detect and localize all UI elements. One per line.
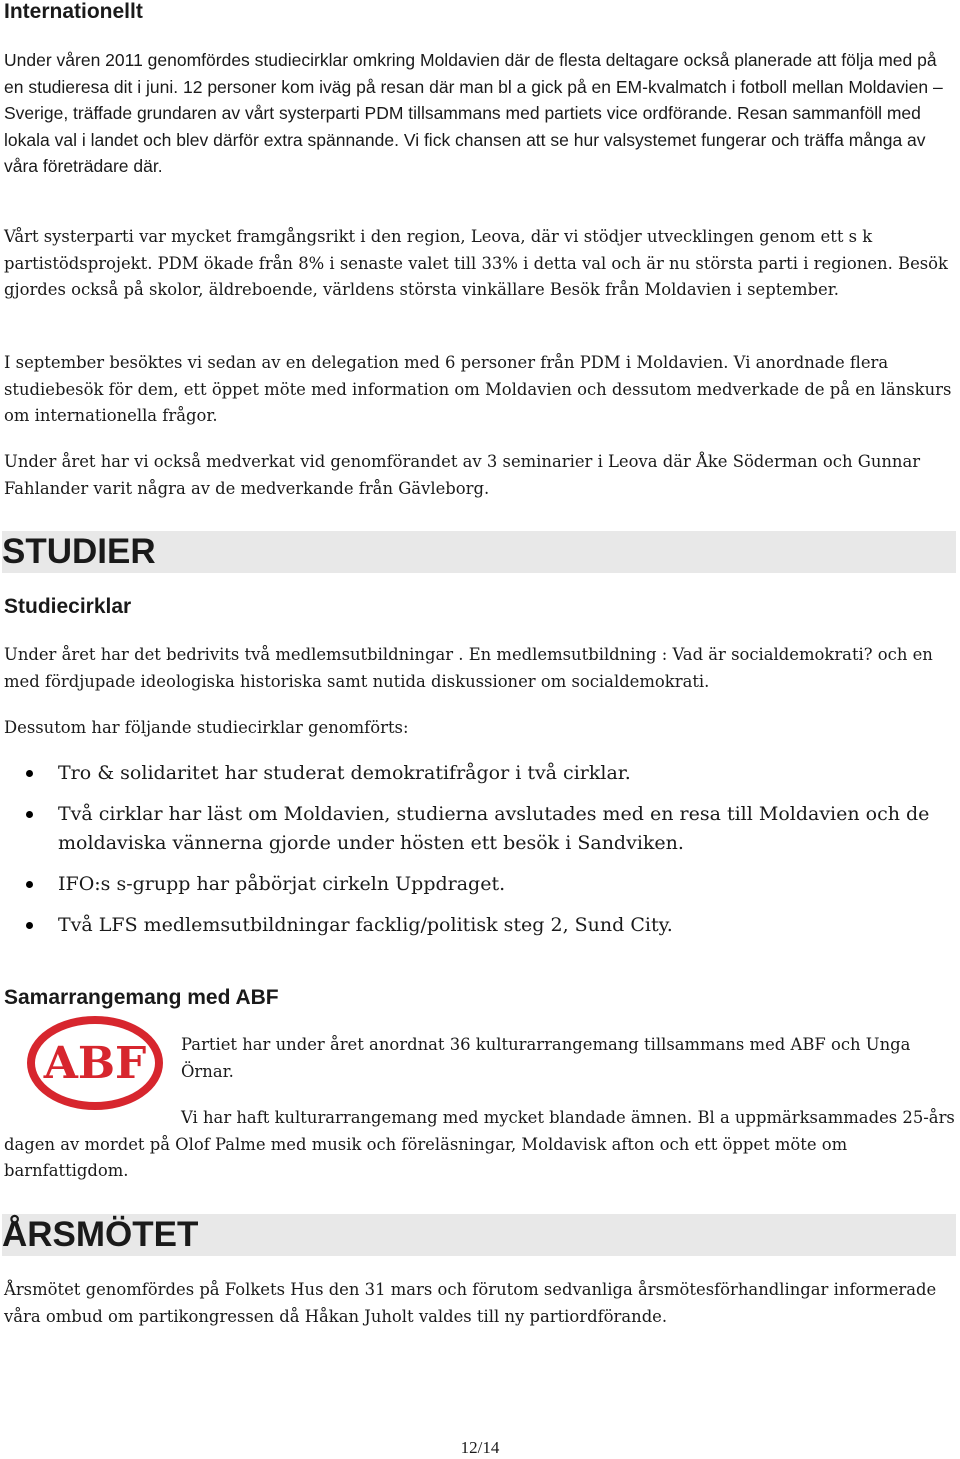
subheading-studiecirklar: Studiecirklar xyxy=(4,595,132,618)
paragraph-arsmotet: Årsmötet genomfördes på Folkets Hus den 31 mars och förutom sedvanliga årsmötesförhandlingar informerade våra ombud om partikongressen då Håkan Juholt valdes till ny partiordförande. xyxy=(4,1280,937,1326)
abf-logo-text: ABF xyxy=(43,1038,147,1089)
list-item: Två LFS medlemsutbildningar facklig/politisk steg 2, Sund City. xyxy=(4,911,956,940)
bullet-icon xyxy=(26,881,33,888)
abf-logo xyxy=(4,1014,174,1116)
paragraph-abf-1: Partiet har under året anordnat 36 kulturarrangemang tillsammans med ABF och Unga Örnar. xyxy=(181,1035,911,1081)
abf-logo-icon xyxy=(24,1014,166,1112)
paragraph-abf-2: Vi har haft kulturarrangemang med mycket blandade ämnen. Bl a uppmärksammades 25-års dagen av mordet på Olof Palme med musik och föreläsningar, Moldavisk afton och ett öppet möte om barnfattigdom. xyxy=(4,1108,955,1180)
paragraph-internationellt-2: Vårt systerparti var mycket framgångsrikt i den region, Leova, där vi stödjer utvecklingen genom ett s k partistödsprojekt. PDM ökade från 8% i senaste valet till 33% i detta val och är nu största parti i regionen. Besök gjordes också på skolor, äldreboende, världens största vinkällare Besök från Moldavien i september. xyxy=(4,227,948,299)
list-item: IFO:s s-grupp har påbörjat cirkeln Uppdraget. xyxy=(4,870,956,899)
bullet-icon xyxy=(26,811,33,818)
studiecirklar-list xyxy=(4,759,956,940)
paragraph-studier-2: Dessutom har följande studiecirklar genomförts: xyxy=(4,718,409,737)
list-item: Två cirklar har läst om Moldavien, studierna avslutades med en resa till Moldavien och de moldaviska vännerna gjorde under hösten ett besök i Sandviken. xyxy=(4,800,956,858)
heading-arsmotet: ÅRSMÖTET xyxy=(2,1214,956,1256)
paragraph-studier-1: Under året har det bedrivits två medlemsutbildningar . En medlemsutbildning : Vad är socialdemokrati? och en med fördjupade ideologiska historiska samt nutida diskussioner om socialdemokrati. xyxy=(4,645,933,691)
heading-internationellt: Internationellt xyxy=(4,0,143,23)
heading-samarrangemang-abf: Samarrangemang med ABF xyxy=(4,986,279,1009)
paragraph-internationellt-1: Under våren 2011 genomfördes studiecirklar omkring Moldavien där de flesta deltagare också planerade att följa med på en studieresa dit i juni. 12 personer kom iväg på resan där man bl a gick på en EM-kvalmatch i fotboll mellan Moldavien – Sverige, träffade grundaren av vårt systerparti PDM tillsammans med partiets vice ordförande. Resan sammanföll med lokala val i landet och blev därför extra spännande. Vi fick chansen att se hur valsystemet fungerar och träffa många av våra företrädare där. xyxy=(4,50,943,177)
bullet-icon xyxy=(26,922,33,929)
paragraph-internationellt-4: Under året har vi också medverkat vid genomförandet av 3 seminarier i Leova där Åke Söderman och Gunnar Fahlander varit några av de medverkande från Gävleborg. xyxy=(4,452,921,498)
bullet-icon xyxy=(26,770,33,777)
list-item: Tro & solidaritet har studerat demokratifrågor i två cirklar. xyxy=(4,759,956,788)
heading-studier: STUDIER xyxy=(2,531,956,573)
paragraph-internationellt-3: I september besöktes vi sedan av en delegation med 6 personer från PDM i Moldavien. Vi anordnade flera studiebesök för dem, ett öppet möte med information om Moldavien och dessutom medverkade de på en länskurs om internationella frågor. xyxy=(4,353,952,425)
page-number: 12/14 xyxy=(460,1438,500,1457)
